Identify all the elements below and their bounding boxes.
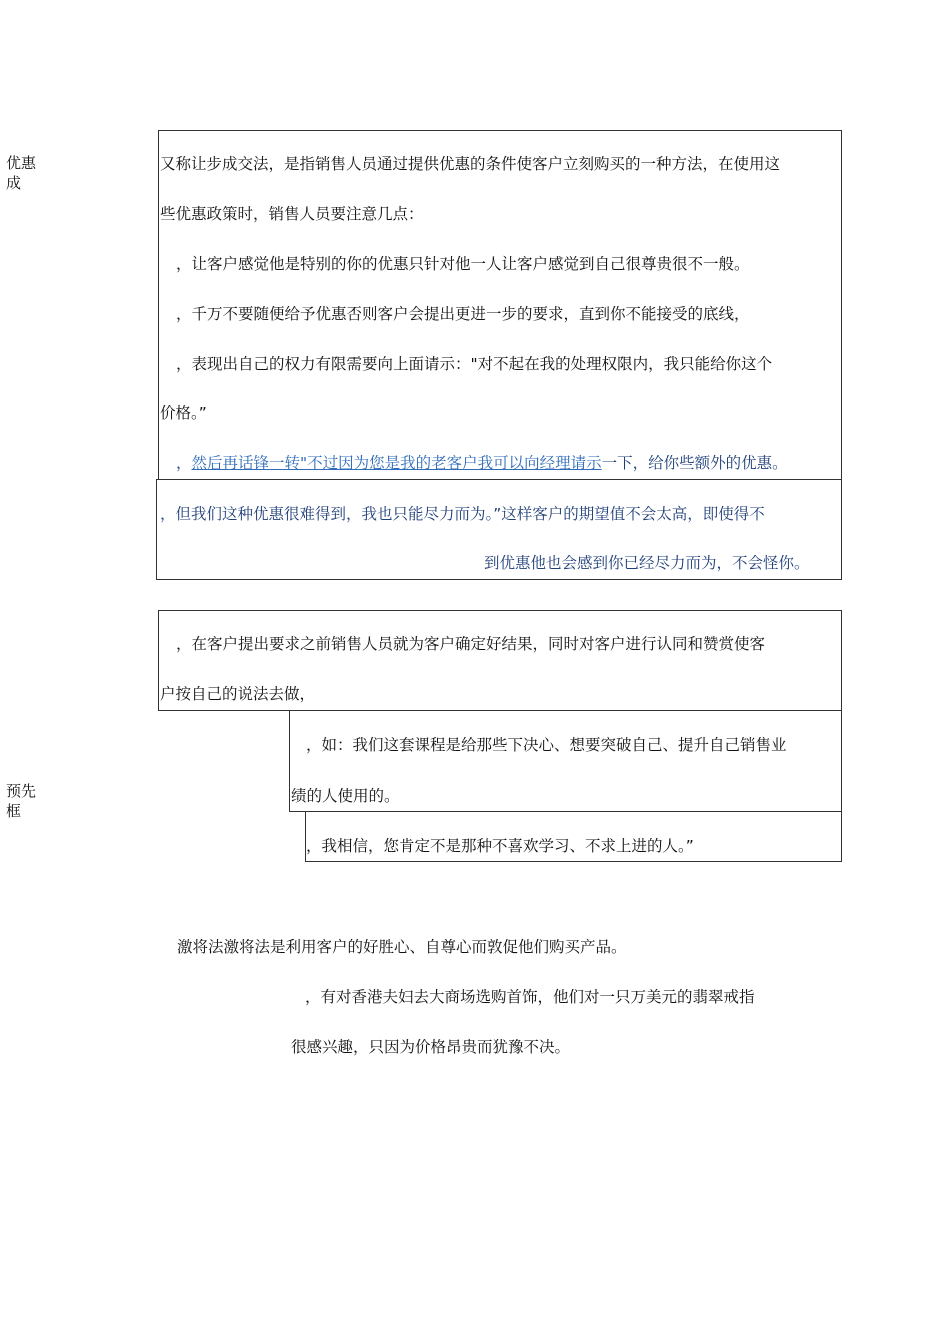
provoke-text-line1: 激将法激将法是利用客户的好胜心、自尊心而敦促他们购买产品。 [177, 938, 627, 956]
discount-text-line7-suffix: 一下，给你些额外的优惠。 [601, 454, 788, 472]
preframe-text-line4: 绩的人使用的。 [291, 787, 400, 805]
side-label-discount-line1: 优惠 [6, 154, 37, 172]
side-label-preframe-line2: 框 [6, 802, 22, 820]
side-label-preframe [6, 781, 46, 821]
discount-text-line9: 到优惠他也会感到你已经尽力而为，不会怪你。 [484, 554, 810, 572]
discount-text-line3: ，让客户感觉他是特别的你的优惠只针对他一人让客户感觉到自己很尊贵很不一般。 [176, 255, 750, 273]
discount-text-line7-link[interactable]: 然后再话锋一转"不过因为您是我的老客户我可以向经理请示 [191, 454, 602, 472]
side-label-preframe-line1: 预先 [6, 782, 37, 800]
discount-text-line6: 价格。” [160, 404, 207, 422]
side-label-discount [6, 153, 46, 193]
preframe-text-line5: ，我相信，您肯定不是那种不喜欢学习、不求上进的人。” [306, 837, 694, 855]
preframe-text-line2: 户按自己的说法去做， [160, 685, 316, 703]
discount-text-line4: ，千万不要随便给予优惠否则客户会提出更进一步的要求，直到你不能接受的底线， [176, 305, 750, 323]
side-label-discount-line2: 成 [6, 174, 22, 192]
discount-text-line7-prefix: ， [176, 454, 192, 472]
discount-text-line7 [176, 453, 788, 473]
provoke-text-line3: 很感兴趣，只因为价格昂贵而犹豫不决。 [291, 1038, 571, 1056]
preframe-text-line1: ，在客户提出要求之前销售人员就为客户确定好结果，同时对客户进行认同和赞赏使客 [176, 635, 766, 653]
preframe-text-line3: ，如：我们这套课程是给那些下决心、想要突破自己、提升自己销售业 [306, 736, 787, 754]
provoke-text-line2: ，有对香港夫妇去大商场选购首饰，他们对一只万美元的翡翠戒指 [305, 988, 755, 1006]
discount-text-line8: ，但我们这种优惠很难得到，我也只能尽力而为。”这样客户的期望值不会太高，即使得不 [160, 505, 765, 523]
discount-text-line2: 些优惠政策时，销售人员要注意几点： [160, 205, 424, 223]
discount-text-line1: 又称让步成交法，是指销售人员通过提供优惠的条件使客户立刻购买的一种方法，在使用这 [160, 155, 781, 173]
discount-text-line5: ，表现出自己的权力有限需要向上面请示："对不起在我的处理权限内，我只能给你这个 [176, 355, 773, 373]
